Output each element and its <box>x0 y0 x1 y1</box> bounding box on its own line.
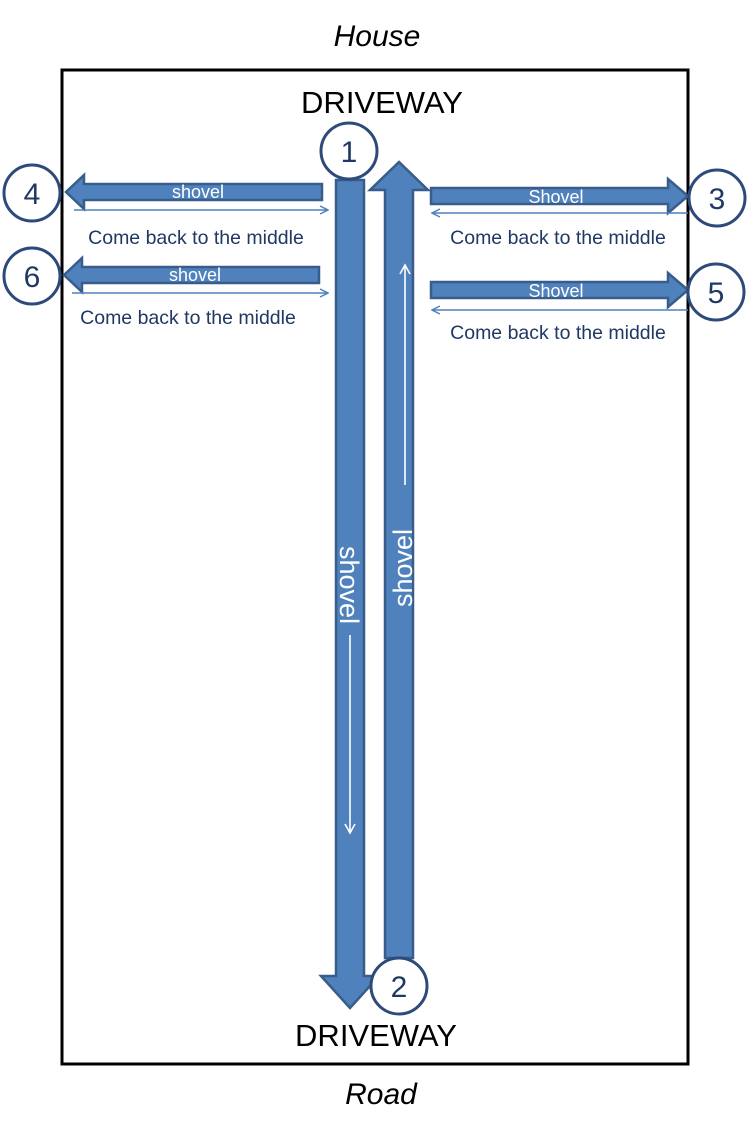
step-4-number: 4 <box>23 178 41 211</box>
step-1-marker <box>321 123 377 179</box>
house-label: House <box>333 20 421 53</box>
step-3-marker <box>689 170 745 226</box>
step-2-marker <box>371 958 427 1014</box>
step-3-number: 3 <box>708 183 726 216</box>
right-return-label-1: Come back to the middle <box>450 227 666 249</box>
right-return-label-2: Come back to the middle <box>450 322 666 344</box>
driveway-bottom-label: DRIVEWAY <box>295 1018 457 1053</box>
up-arrow-label: shovel <box>388 528 418 608</box>
left-return-label-1: Come back to the middle <box>88 227 304 249</box>
step-2-number: 2 <box>390 971 408 1004</box>
step-5-marker <box>688 264 744 320</box>
road-label: Road <box>345 1078 417 1111</box>
step-4-marker <box>4 165 60 221</box>
right-arrow-2-label: Shovel <box>528 281 584 301</box>
left-arrow-2-label: shovel <box>168 265 222 285</box>
step-6-marker <box>4 248 60 304</box>
step-1-number: 1 <box>340 136 358 169</box>
driveway-top-label: DRIVEWAY <box>301 85 463 120</box>
left-return-label-2: Come back to the middle <box>80 307 296 329</box>
driveway-boundary <box>62 70 688 1064</box>
down-arrow-label: shovel <box>334 545 364 625</box>
left-arrow-1-label: shovel <box>171 182 225 202</box>
right-arrow-1-label: Shovel <box>528 187 584 207</box>
step-5-number: 5 <box>707 277 725 310</box>
step-6-number: 6 <box>23 261 41 294</box>
